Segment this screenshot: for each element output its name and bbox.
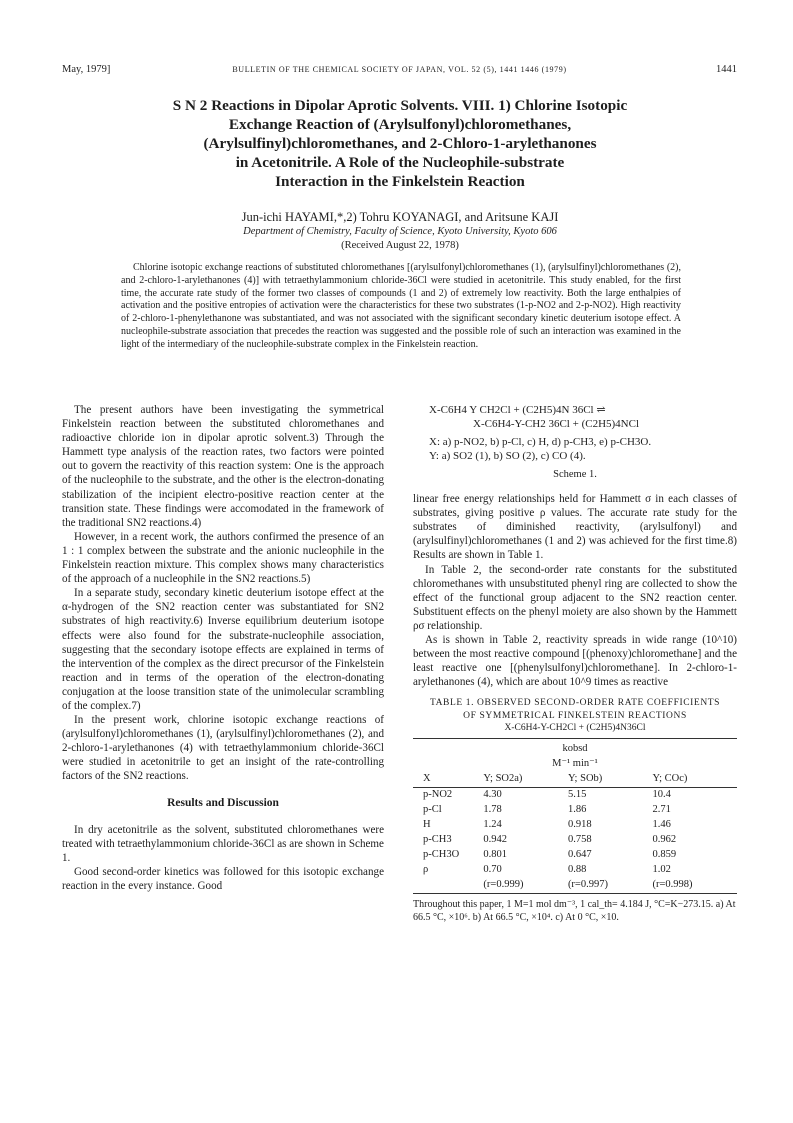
- table-cell: 1.02: [652, 864, 671, 876]
- table-footnote: Throughout this paper, 1 M=1 mol dm⁻³, 1 cal_th= 4.184 J, °C=K−273.15. a) At 66.5 °C, ×10⁶. b) At 66.5 °C, ×10⁴. c) At 0 °C, ×10.: [413, 898, 736, 923]
- paragraph: linear free energy relationships held for Hammett σ in each classes of substrates, giving positive ρ values. The accurate rate study for the substrates of diminished reactivity, (arylsulfonyl) and (arylsulfinyl)chloromethanes (1 and 2) was achieved for the first time.8) Results are shown in Table 1.: [413, 493, 737, 562]
- paragraph: However, in a recent work, the authors confirmed the presence of an 1 : 1 complex between the substrate and the anionic nucleophile in the Finkelstein reaction mixture. This complex shows many characteristics of the approach of a nucleophile in the SN2 reactions.5): [62, 530, 384, 586]
- table-cell: 0.918: [567, 819, 592, 831]
- table-cell: 0.758: [567, 834, 592, 846]
- left-column: [62, 403, 384, 893]
- table-cell: 4.30: [483, 787, 568, 803]
- rate-table: [413, 738, 737, 896]
- table-header: Y; SOb): [567, 773, 603, 785]
- affiliation: Department of Chemistry, Faculty of Science, Kyoto University, Kyoto 606: [243, 226, 557, 237]
- issue-date: May, 1979]: [62, 64, 111, 75]
- table-cell: (r=0.997): [567, 879, 608, 891]
- table-kobsd: kobsd: [413, 738, 737, 757]
- title-line: in Acetonitrile. A Role of the Nucleophile-substrate: [235, 154, 565, 171]
- title-line: Interaction in the Finkelstein Reaction: [275, 173, 525, 190]
- paragraph: Good second-order kinetics was followed for this isotopic exchange reaction in the every instance. Good: [62, 865, 384, 892]
- table-cell: p-CH3O: [423, 849, 460, 861]
- scheme-equation-line: X-C6H4 Y CH2Cl + (C2H5)4N 36Cl ⇌: [429, 404, 606, 416]
- title-line: S N 2 Reactions in Dipolar Aprotic Solvents. VIII. 1) Chlorine Isotopic: [172, 97, 628, 114]
- abstract-text: Chlorine isotopic exchange reactions of substituted chloromethanes [(arylsulfonyl)chloromethanes (1), (arylsulfinyl)chloromethanes (2), and 2-chloro-1-arylethanones (4)] with tetraethylammonium chloride-36Cl were studied in acetonitrile. This study enabled, for the first time, the accurate rate study of the former two classes of compounds (1 and 2) of extremely low reactivity. Both the large enthalpies of activation and the positive entropies of activation were the characteristics for these two substrates (1-p-NO2 and 2-p-NO2). High reactivity of 2-chloro-1-phenylethanone was substantiated, and was not associated with the significant secondary kinetic deuterium isotope effect. A nucleophile-substrate association that precedes the reaction was suggested and the possible role of such an interaction was examined in the light of the intermediary of the nucleophile-substrate complex in the Finkelstein reaction.: [121, 262, 681, 350]
- table-header: Y; COc): [652, 773, 688, 785]
- table-units: M⁻¹ min⁻¹: [552, 758, 598, 770]
- authors: Jun-ichi HAYAMI,*,2) Tohru KOYANAGI, and Aritsune KAJI: [241, 210, 559, 224]
- table-row: [413, 833, 737, 848]
- scheme-substituents-x: X: a) p-NO2, b) p-Cl, c) H, d) p-CH3, e) p-CH3O.: [429, 436, 652, 448]
- scheme-1: [413, 403, 737, 463]
- table-cell: 0.647: [567, 849, 592, 861]
- table-cell: 1.46: [652, 819, 671, 831]
- table-cell: (r=0.999): [483, 879, 524, 891]
- title-line: (Arylsulfinyl)chloromethanes, and 2-Chloro-1-arylethanones: [203, 135, 597, 152]
- table-row: [413, 803, 737, 818]
- table-reaction: X-C6H4-Y-CH2Cl + (C2H5)4N36Cl: [504, 723, 646, 734]
- page-number: 1441: [716, 64, 737, 75]
- table-cell: H: [423, 819, 431, 831]
- table-cell: 2.71: [652, 804, 671, 816]
- paragraph: As is shown in Table 2, reactivity spreads in wide range (10^10) between the most reactive compound [(phenoxy)chloromethane] and the least reactive one [(phenylsulfonyl)chloromethane]. In 2-chloro-1-arylethanones (4), which are about 10^9 times as reactive: [413, 634, 737, 689]
- section-heading: Results and Discussion: [167, 796, 279, 809]
- table-cell: p-Cl: [423, 804, 442, 816]
- table-cell: p-NO2: [413, 787, 483, 803]
- table-row: [413, 863, 737, 878]
- table-header: Y; SO2a): [483, 773, 523, 785]
- table-cell: (r=0.998): [652, 879, 693, 891]
- scheme-label: Scheme 1.: [553, 469, 597, 480]
- table-cell: 5.15: [568, 787, 653, 803]
- table-cell: 0.859: [652, 849, 677, 861]
- table-cell: 1.86: [567, 804, 587, 816]
- scheme-substituents-y: Y: a) SO2 (1), b) SO (2), c) CO (4).: [429, 450, 586, 462]
- table-cell: [413, 878, 483, 894]
- table-header: X: [423, 773, 431, 785]
- table-cell: 0.942: [483, 834, 508, 846]
- paragraph: The present authors have been investigating the symmetrical Finkelstein reaction between the substituted chloromethanes and radioactive chloride ion in dipolar aprotic solvent.3) Through the Hammett type analysis of the reaction rates, two factors were pointed out to govern the reactivity of this reaction system: One is the approach of the nucleophile to the substrate, and the other is the electron-donating stabilization of the incipient electro-positive reaction center at the transition state. These findings were accomodated in the framework of the traditional SN2 reactions.4): [62, 404, 384, 529]
- table-row: [413, 818, 737, 833]
- right-column: [413, 403, 737, 924]
- table-bottom-rule: [413, 893, 737, 896]
- table-row: [413, 848, 737, 863]
- paragraph: In Table 2, the second-order rate constants for the substituted chloromethanes with unsubstituted phenyl ring are collected to show the effect of the functional group adjacent to the SN2 reaction center. Substituent effects on the phenyl moiety are also shown by the Hammett ρσ relationship.: [413, 563, 737, 632]
- table-cell: 0.88: [567, 864, 587, 876]
- table-cell: 0.801: [483, 849, 508, 861]
- table-cell: p-CH3: [423, 834, 452, 846]
- article-title: [80, 96, 720, 191]
- table-cell: 10.4: [652, 787, 737, 803]
- table-header-row: [413, 772, 737, 788]
- paragraph: In the present work, chlorine isotopic exchange reactions of (arylsulfonyl)chloromethanes (1), (arylsulfinyl)chloromethanes (2), and 2-chloro-1-arylethanones (4) with tetraethylammonium chloride-36Cl were studied in acetonitrile to get an insight of the rate-controlling factors of the SN2 reactions.: [62, 714, 384, 783]
- title-line: Exchange Reaction of (Arylsulfonyl)chloromethanes,: [228, 116, 572, 133]
- table-cell: 0.962: [652, 834, 677, 846]
- table-cell: 1.24: [483, 819, 502, 831]
- table-row: [413, 787, 737, 803]
- abstract: [121, 262, 681, 352]
- paragraph: In dry acetonitrile as the solvent, substituted chloromethanes were treated with tetraethylammonium chloride-36Cl as are shown in Scheme 1.: [62, 823, 384, 864]
- table-cell: 0.70: [483, 864, 502, 876]
- journal-citation: BULLETIN OF THE CHEMICAL SOCIETY OF JAPAN, VOL. 52 (5), 1441 1446 (1979): [232, 65, 567, 74]
- table-row: [413, 878, 737, 894]
- table-cell: 1.78: [483, 804, 502, 816]
- table-caption: [413, 697, 737, 735]
- received-date: (Received August 22, 1978): [341, 240, 459, 251]
- scheme-equation-line: X-C6H4-Y-CH2 36Cl + (C2H5)4NCl: [473, 418, 640, 430]
- table-title-line: TABLE 1. OBSERVED SECOND-ORDER RATE COEFFICIENTS: [429, 698, 721, 709]
- paragraph: In a separate study, secondary kinetic deuterium isotope effect at the α-hydrogen of the SN2 reaction center was substantiated for SN2 substrates of high reactivity.6) Inverse equilibrium deuterium isotope effects were also found for the substrate-nucleophile association, suggesting that the secondary isotope effects are explained in terms of the intervention of the complex as the direct precursor of the Finkelstein reaction and in terms of the operation of the electron-donating conjugation at the loose transition state of the unimolecular scrambling of the complex.7): [62, 587, 384, 712]
- table-cell: ρ: [423, 864, 429, 876]
- table-title-line: OF SYMMETRICAL FINKELSTEIN REACTIONS: [463, 710, 687, 721]
